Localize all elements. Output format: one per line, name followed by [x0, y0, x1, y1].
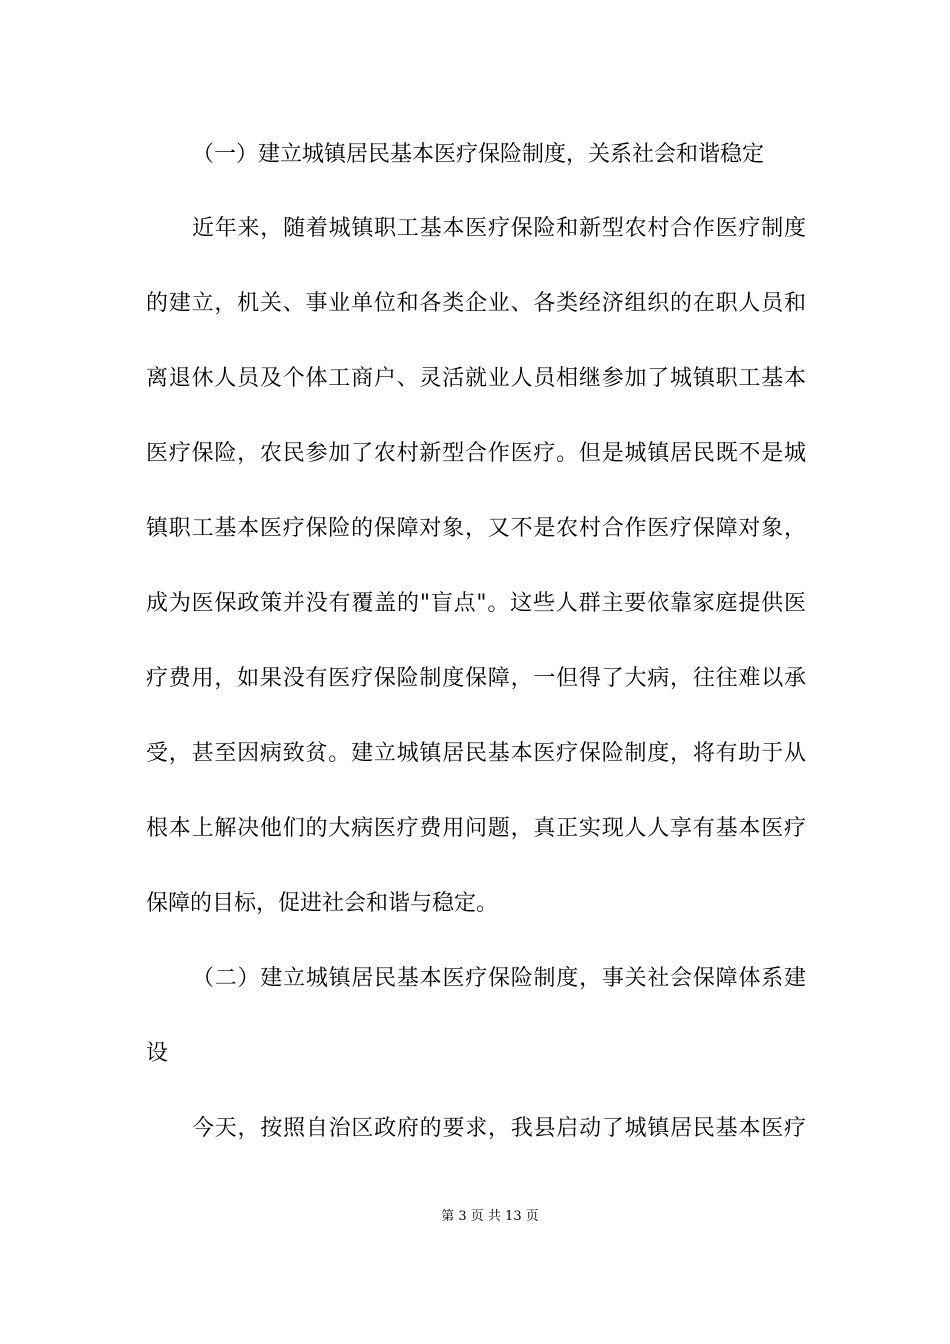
paragraph-line: 今天，按照自治区政府的要求，我县启动了城镇居民基本医疗: [192, 1116, 806, 1141]
paragraph-line: 近年来，随着城镇职工基本医疗保险和新型农村合作医疗制度: [192, 216, 806, 241]
section-heading-2-cont: 设: [146, 1041, 169, 1066]
paragraph-line: 保障的目标，促进社会和谐与稳定。: [146, 891, 499, 916]
paragraph-line: 的建立，机关、事业单位和各类企业、各类经济组织的在职人员和: [146, 291, 806, 316]
paragraph-line: 根本上解决他们的大病医疗费用问题，真正实现人人享有基本医疗: [146, 816, 806, 841]
section-heading-1: （一）建立城镇居民基本医疗保险制度，关系社会和谐稳定: [192, 142, 765, 167]
paragraph-line: 离退休人员及个体工商户、灵活就业人员相继参加了城镇职工基本: [146, 366, 806, 391]
paragraph-line: 医疗保险，农民参加了农村新型合作医疗。但是城镇居民既不是城: [146, 441, 806, 466]
paragraph-line: 镇职工基本医疗保险的保障对象，又不是农村合作医疗保障对象，: [146, 516, 806, 541]
page-number-footer: 第 3 页 共 13 页: [441, 1209, 539, 1224]
paragraph-line: 疗费用，如果没有医疗保险制度保障，一但得了大病，往往难以承: [146, 666, 806, 691]
paragraph-line: 成为医保政策并没有覆盖的"盲点"。这些人群主要依靠家庭提供医: [146, 591, 806, 616]
section-heading-2: （二）建立城镇居民基本医疗保险制度，事关社会保障体系建: [192, 966, 806, 991]
paragraph-line: 受，甚至因病致贫。建立城镇居民基本医疗保险制度，将有助于从: [146, 741, 806, 766]
